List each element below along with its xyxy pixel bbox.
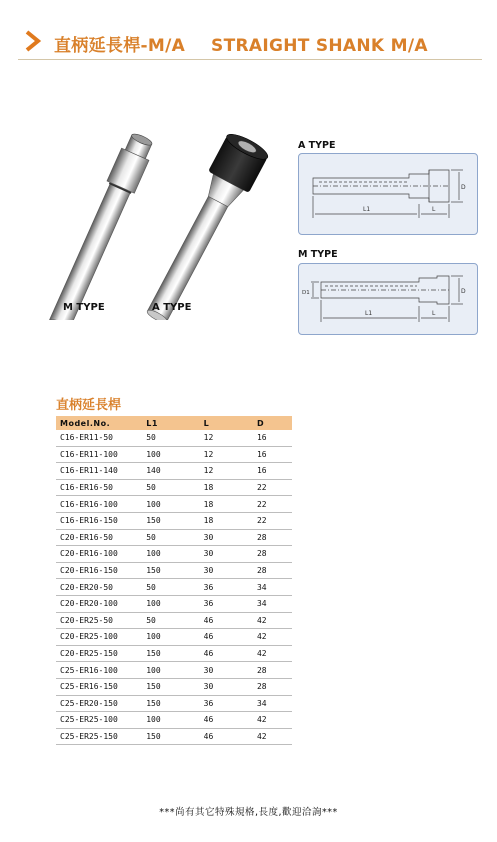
- cell-d: 34: [253, 595, 292, 612]
- cell-l1: 100: [142, 662, 199, 679]
- header-d: D: [253, 416, 292, 430]
- cell-model: C25-ER25-100: [56, 712, 142, 729]
- cell-d: 42: [253, 645, 292, 662]
- product-photo: [34, 120, 284, 320]
- m-type-drawing: [298, 263, 478, 335]
- header-l: L: [200, 416, 253, 430]
- cell-l: 46: [200, 712, 253, 729]
- cell-model: C25-ER25-150: [56, 728, 142, 745]
- cell-l1: 100: [142, 712, 199, 729]
- cell-model: C20-ER16-100: [56, 546, 142, 563]
- page-header: [18, 26, 488, 60]
- a-type-drawing-title: A TYPE: [298, 140, 336, 151]
- cell-l1: 50: [142, 430, 199, 446]
- cell-d: 22: [253, 512, 292, 529]
- cell-d: 28: [253, 529, 292, 546]
- cell-l: 46: [200, 728, 253, 745]
- cell-l: 18: [200, 512, 253, 529]
- table-row: [56, 629, 292, 646]
- table-row: [56, 529, 292, 546]
- table-row: [56, 612, 292, 629]
- cell-model: C20-ER25-150: [56, 645, 142, 662]
- cell-l: 30: [200, 529, 253, 546]
- cell-d: 16: [253, 463, 292, 480]
- table-row: [56, 695, 292, 712]
- cell-l: 12: [200, 430, 253, 446]
- cell-l1: 150: [142, 645, 199, 662]
- cell-l1: 150: [142, 562, 199, 579]
- cell-d: 42: [253, 612, 292, 629]
- cell-l1: 150: [142, 678, 199, 695]
- cell-l: 30: [200, 546, 253, 563]
- table-row: [56, 512, 292, 529]
- cell-model: C20-ER25-50: [56, 612, 142, 629]
- cell-d: 42: [253, 712, 292, 729]
- header-divider: [18, 59, 482, 60]
- cell-l1: 100: [142, 496, 199, 513]
- cell-model: C16-ER11-140: [56, 463, 142, 480]
- title-english: STRAIGHT SHANK M/A: [211, 36, 428, 56]
- cell-model: C20-ER16-50: [56, 529, 142, 546]
- cell-l1: 100: [142, 446, 199, 463]
- m-type-label: M TYPE: [63, 302, 105, 313]
- cell-model: C20-ER20-50: [56, 579, 142, 596]
- cell-model: C16-ER11-100: [56, 446, 142, 463]
- spec-table: [56, 416, 292, 745]
- cell-l: 12: [200, 446, 253, 463]
- table-row: [56, 595, 292, 612]
- page-title: [54, 31, 428, 56]
- a-type-label: A TYPE: [152, 302, 192, 313]
- cell-l1: 150: [142, 695, 199, 712]
- table-header-row: [56, 416, 292, 430]
- cell-l1: 50: [142, 612, 199, 629]
- cell-l: 36: [200, 579, 253, 596]
- footer-note: ***尚有其它特殊規格,長度,歡迎洽詢***: [159, 807, 338, 818]
- cell-l1: 100: [142, 595, 199, 612]
- cell-model: C25-ER16-100: [56, 662, 142, 679]
- table-row: [56, 728, 292, 745]
- cell-d: 22: [253, 479, 292, 496]
- a-dim-d: D: [461, 184, 466, 191]
- cell-l1: 100: [142, 629, 199, 646]
- cell-l: 30: [200, 678, 253, 695]
- m-dim-d: D: [461, 288, 466, 295]
- a-type-drawing: [298, 153, 478, 235]
- cell-l: 30: [200, 662, 253, 679]
- cell-d: 28: [253, 662, 292, 679]
- table-row: [56, 430, 292, 446]
- cell-l1: 150: [142, 728, 199, 745]
- cell-l1: 150: [142, 512, 199, 529]
- header-l1: L1: [142, 416, 199, 430]
- cell-l: 30: [200, 562, 253, 579]
- cell-d: 22: [253, 496, 292, 513]
- table-title: 直柄延長桿: [56, 398, 122, 413]
- m-dim-d1: D1: [302, 290, 310, 296]
- cell-model: C16-ER16-100: [56, 496, 142, 513]
- a-type-tool: [135, 130, 271, 320]
- cell-model: C25-ER20-150: [56, 695, 142, 712]
- cell-model: C20-ER16-150: [56, 562, 142, 579]
- table-row: [56, 479, 292, 496]
- table-row: [56, 562, 292, 579]
- cell-l1: 50: [142, 479, 199, 496]
- cell-l: 46: [200, 629, 253, 646]
- a-dim-l1: L1: [363, 206, 371, 213]
- table-row: [56, 678, 292, 695]
- cell-l: 12: [200, 463, 253, 480]
- m-dim-l1: L1: [365, 310, 373, 317]
- table-row: [56, 645, 292, 662]
- cell-l: 36: [200, 695, 253, 712]
- title-chinese: 直柄延長桿-M/A: [54, 36, 186, 56]
- chevron-right-icon: [22, 30, 44, 52]
- cell-d: 16: [253, 430, 292, 446]
- table-row: [56, 712, 292, 729]
- table-row: [56, 579, 292, 596]
- cell-l1: 140: [142, 463, 199, 480]
- cell-l: 18: [200, 496, 253, 513]
- cell-l: 46: [200, 645, 253, 662]
- table-row: [56, 496, 292, 513]
- cell-d: 16: [253, 446, 292, 463]
- table-row: [56, 446, 292, 463]
- cell-d: 34: [253, 695, 292, 712]
- a-dim-l: L: [432, 206, 436, 213]
- cell-l1: 50: [142, 579, 199, 596]
- table-row: [56, 546, 292, 563]
- header-model: Model.No.: [56, 416, 142, 430]
- cell-model: C16-ER16-150: [56, 512, 142, 529]
- cell-d: 28: [253, 678, 292, 695]
- table-row: [56, 463, 292, 480]
- cell-model: C20-ER20-100: [56, 595, 142, 612]
- m-dim-l: L: [432, 310, 436, 317]
- cell-d: 28: [253, 562, 292, 579]
- m-type-drawing-title: M TYPE: [298, 249, 338, 260]
- cell-l1: 50: [142, 529, 199, 546]
- cell-d: 28: [253, 546, 292, 563]
- cell-l: 36: [200, 595, 253, 612]
- table-row: [56, 662, 292, 679]
- cell-l: 18: [200, 479, 253, 496]
- m-type-tool: [44, 130, 157, 320]
- cell-l: 46: [200, 612, 253, 629]
- cell-model: C25-ER16-150: [56, 678, 142, 695]
- cell-model: C16-ER16-50: [56, 479, 142, 496]
- cell-model: C20-ER25-100: [56, 629, 142, 646]
- cell-d: 42: [253, 629, 292, 646]
- cell-model: C16-ER11-50: [56, 430, 142, 446]
- cell-l1: 100: [142, 546, 199, 563]
- cell-d: 42: [253, 728, 292, 745]
- cell-d: 34: [253, 579, 292, 596]
